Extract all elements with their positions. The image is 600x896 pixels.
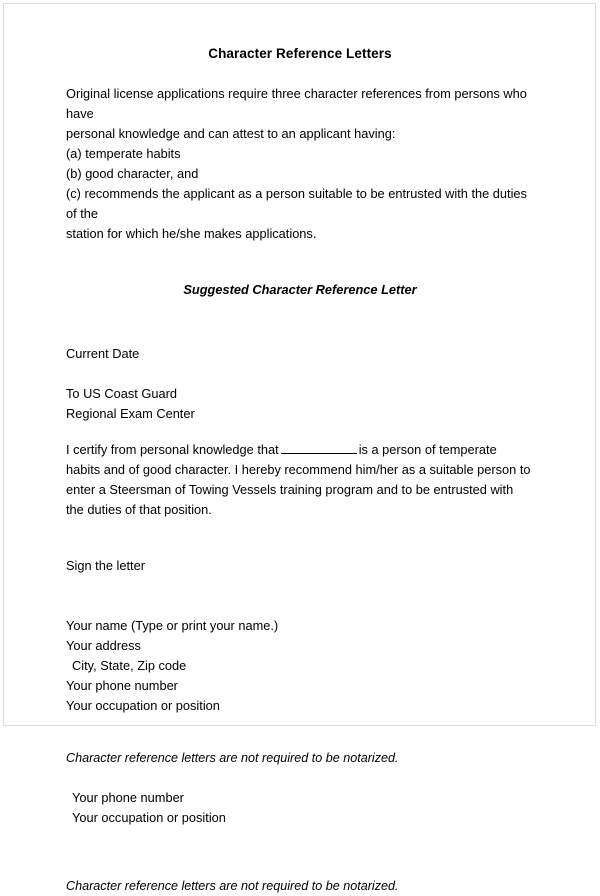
requirements-list [66,144,534,244]
contact-block [66,788,534,828]
document-page [3,3,596,893]
intro-paragraph [66,84,534,144]
notary-note-second: Character reference letters are not required to be notarized. [66,879,399,893]
certification-suffix-text: is a person of temperate habits and of good character. I hereby recommend him/her as a suitable person to enter a Steersman of Towing Vessels training program and to be entrusted with the duties of that position. [66,442,531,517]
spacer [66,768,534,788]
signature-address-line: Your address [66,638,141,653]
spacer [66,828,534,876]
notary-note-first: Character reference letters are not required to be notarized. [66,751,399,765]
name-blank-fill-line [281,441,357,454]
signature-block [66,616,534,716]
requirement-item-b: (b) good character, and [66,166,199,181]
certification-paragraph [66,440,534,520]
signature-occupation-line: Your occupation or position [66,698,220,713]
signature-phone-line: Your phone number [66,678,178,693]
spacer [66,364,534,384]
document-content [66,44,534,896]
spacer [66,424,534,440]
contact-phone-line: Your phone number [72,790,184,805]
letter-recipient-line-1: To US Coast Guard [66,386,177,401]
requirement-item-c: (c) recommends the applicant as a person suitable to be entrusted with the duties of the [66,186,531,221]
spacer [66,520,534,556]
intro-line-1: Original license applications require three character references from persons who have [66,86,531,121]
signature-city-state-zip-line: City, State, Zip code [72,658,187,673]
intro-line-2: personal knowledge and can attest to an applicant having: [66,126,396,141]
certification-prefix-text: I certify from personal knowledge that [66,442,279,457]
letter-date-line: Current Date [66,346,140,361]
spacer [66,300,534,344]
spacer [66,716,534,748]
spacer [66,64,534,84]
signature-name-line: Your name (Type or print your name.) [66,618,279,633]
contact-occupation-line: Your occupation or position [72,810,226,825]
spacer [66,576,534,616]
signature-instruction: Sign the letter [66,558,145,573]
requirement-item-c-continued: station for which he/she makes applications. [66,226,317,241]
sample-letter-heading: Suggested Character Reference Letter [183,282,417,297]
page-title: Character Reference Letters [208,46,392,61]
requirement-item-a: (a) temperate habits [66,146,181,161]
letter-recipient-line-2: Regional Exam Center [66,406,195,421]
spacer [66,244,534,280]
